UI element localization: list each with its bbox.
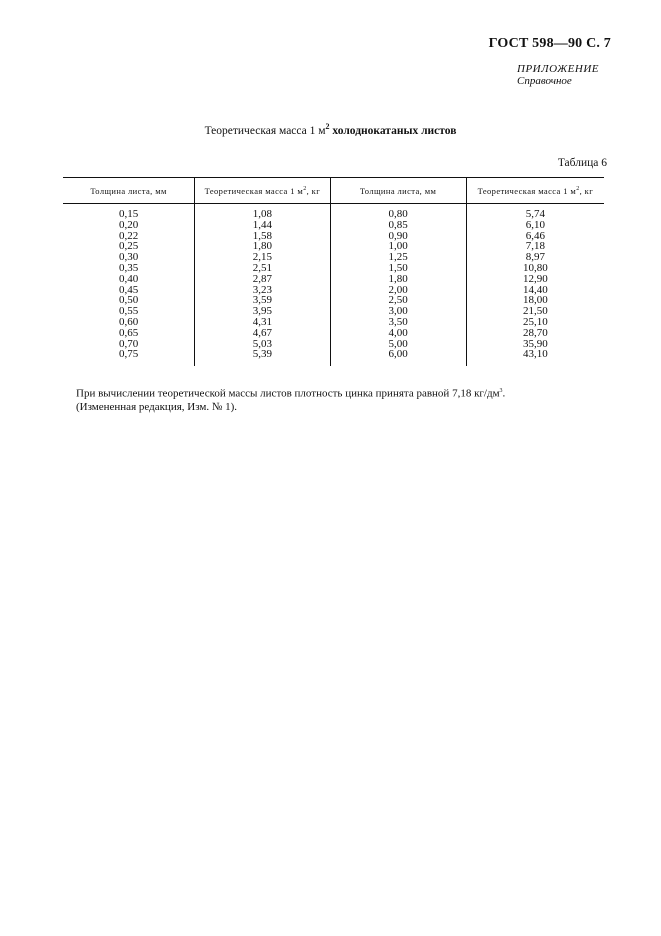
table-cell: 43,10 <box>466 349 604 366</box>
mass-table <box>63 177 604 366</box>
table-cell: 1,80 <box>195 241 330 252</box>
header-text: Толщина листа, мм <box>359 185 437 196</box>
table-cell: 0,30 <box>118 251 139 264</box>
appendix-subtitle: Справочное <box>517 75 572 87</box>
table-cell: 0,75 <box>118 348 139 361</box>
appendix-label <box>517 63 599 87</box>
table-cell: 12,90 <box>466 274 604 285</box>
table-cell: 10,80 <box>466 263 604 274</box>
table-cell: 0,55 <box>118 305 139 318</box>
header-thickness-2 <box>330 178 466 204</box>
table-cell: 0,15 <box>118 208 139 220</box>
table-cell: 1,80 <box>330 274 466 285</box>
table-row <box>63 241 604 252</box>
footnote-line-1 <box>76 385 505 401</box>
header-suffix: , кг <box>579 185 594 196</box>
table-cell: 35,90 <box>466 339 604 350</box>
table-cell: 2,51 <box>195 263 330 274</box>
footnote-sup: 3 <box>499 388 503 394</box>
table-cell: 0,20 <box>118 218 139 231</box>
table-cell: 3,00 <box>330 306 466 317</box>
table-cell: 21,50 <box>466 306 604 317</box>
table-title-superscript: 2 <box>325 122 330 131</box>
table-cell: 3,50 <box>330 317 466 328</box>
header-sup: 2 <box>576 185 580 192</box>
header-mass-1 <box>195 178 330 204</box>
table-cell: 1,50 <box>330 263 466 274</box>
table-number: Таблица 6 <box>557 157 607 169</box>
table-cell: 6,00 <box>330 349 466 366</box>
table-cell: 2,15 <box>195 252 330 263</box>
table-cell: 5,00 <box>330 339 466 350</box>
footnote <box>76 385 505 414</box>
table-cell: 3,23 <box>195 285 330 296</box>
header-suffix: , кг <box>306 185 321 196</box>
table-body <box>63 204 604 367</box>
table-cell: 3,59 <box>195 295 330 306</box>
table-row <box>63 328 604 339</box>
table-cell: 0,45 <box>118 283 139 296</box>
header-thickness-1 <box>63 178 195 204</box>
table-row <box>63 349 604 366</box>
table-cell: 0,50 <box>118 294 139 307</box>
table-cell: 0,65 <box>118 326 139 339</box>
table-row <box>63 220 604 231</box>
table-row <box>63 274 604 285</box>
header-text: Толщина листа, мм <box>90 185 167 196</box>
table-cell: 2,50 <box>330 295 466 306</box>
table-cell: 25,10 <box>466 317 604 328</box>
table-cell: 18,00 <box>466 295 604 306</box>
table-cell: 4,67 <box>195 328 330 339</box>
table-cell: 0,40 <box>118 272 139 285</box>
table-cell: 0,70 <box>118 337 139 350</box>
table-row <box>63 204 604 220</box>
header-sup: 2 <box>303 185 307 192</box>
table-cell: 0,60 <box>118 315 139 328</box>
table-header-row <box>63 178 604 204</box>
table-cell: 8,97 <box>466 252 604 263</box>
table-cell: 14,40 <box>466 285 604 296</box>
table-cell: 1,58 <box>195 231 330 242</box>
table-cell: 4,00 <box>330 328 466 339</box>
table-cell: 0,80 <box>330 204 466 220</box>
table-row <box>63 231 604 242</box>
footnote-line-2: (Измененная редакция, Изм. № 1). <box>76 400 238 413</box>
table-cell: 0,22 <box>118 229 139 242</box>
table-cell: 5,03 <box>195 339 330 350</box>
table-cell: 1,08 <box>195 204 330 220</box>
table-cell: 0,35 <box>118 261 139 274</box>
table-cell: 0,85 <box>330 220 466 231</box>
header-mass-2 <box>466 178 604 204</box>
table-cell: 0,90 <box>330 231 466 242</box>
table-cell: 5,74 <box>466 204 604 220</box>
table-cell: 2,00 <box>330 285 466 296</box>
table-cell: 2,87 <box>195 274 330 285</box>
table-title <box>0 122 661 137</box>
table-cell: 4,31 <box>195 317 330 328</box>
table-cell: 3,95 <box>195 306 330 317</box>
footnote-text: При вычислении теоретической массы листов плотность цинка принята равной 7,18 кг/дм <box>76 387 500 400</box>
table-cell: 5,39 <box>195 349 330 366</box>
table-cell: 0,25 <box>118 240 139 253</box>
document-header: ГОСТ 598—90 С. 7 <box>488 36 611 51</box>
table-cell: 6,46 <box>466 231 604 242</box>
header-text: Теоретическая масса 1 м <box>477 185 577 196</box>
table-cell: 1,44 <box>195 220 330 231</box>
header-text: Теоретическая масса 1 м <box>204 185 304 196</box>
table-cell: 1,00 <box>330 241 466 252</box>
table-cell: 1,25 <box>330 252 466 263</box>
footnote-suffix: . <box>502 387 506 400</box>
table-cell: 7,18 <box>466 241 604 252</box>
table-title-bold: холоднокатаных листов <box>329 124 457 137</box>
table-cell: 28,70 <box>466 328 604 339</box>
table-title-prefix: Теоретическая масса 1 м <box>204 124 326 137</box>
table-cell: 6,10 <box>466 220 604 231</box>
appendix-title: ПРИЛОЖЕНИЕ <box>517 63 599 75</box>
